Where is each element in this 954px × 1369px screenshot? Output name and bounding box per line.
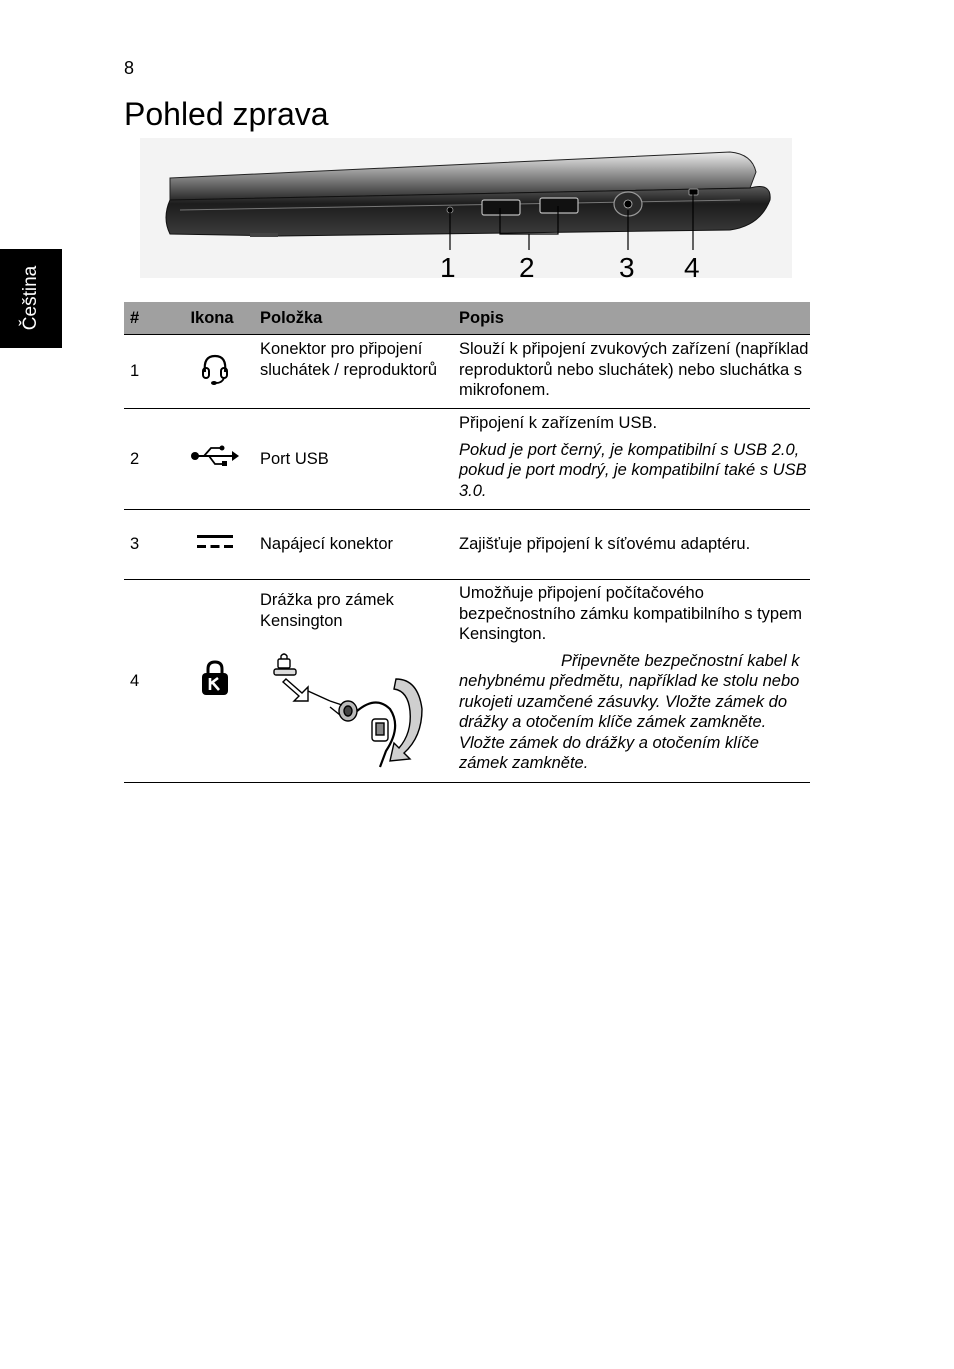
- item-label: Drážka pro zámek Kensington: [260, 591, 394, 630]
- table-row: [124, 335, 810, 409]
- row-icon-cell: [170, 409, 254, 510]
- language-tab-label: Čeština: [20, 265, 41, 331]
- description-text: Umožňuje připojení počítačového bezpečnostního zámku kompatibilního s typem Kensington.: [459, 584, 803, 643]
- page-title: Pohled zprava: [124, 96, 329, 132]
- row-icon-cell: [170, 580, 254, 783]
- callout-2: 2: [519, 252, 535, 283]
- headset-icon: [200, 352, 230, 386]
- row-number: 1: [124, 335, 170, 409]
- callout-1: 1: [440, 252, 456, 283]
- row-item: Konektor pro připojení sluchátek / reproduktorů: [254, 335, 453, 409]
- row-description: [453, 580, 810, 783]
- table-row: [124, 510, 810, 580]
- page-number: 8: [124, 58, 135, 78]
- header-number: #: [124, 302, 170, 335]
- description-text: Připojení k zařízením USB.: [459, 414, 658, 432]
- kensington-lock-icon: [200, 659, 230, 697]
- callout-4: 4: [684, 252, 700, 283]
- table-row: [124, 409, 810, 510]
- row-description: Slouží k připojení zvukových zařízení (například reproduktorů nebo sluchátek) nebo sluchátka s mikrofonem.: [453, 335, 810, 409]
- language-tab: [0, 249, 62, 348]
- header-description: Popis: [453, 302, 810, 335]
- lock-installation-illustration: [268, 649, 428, 769]
- row-item: Napájecí konektor: [254, 510, 453, 580]
- description-note: Připevněte bezpečnostní kabel k nehybnému předmětu, například ke stolu nebo rukojeti uzamčené zásuvky. Vložte zámek do drážky a otočením klíče zámek zamkněte. Vložte zámek do drážky a otočením klíče zámek zamkněte.: [459, 651, 800, 772]
- row-number: 4: [124, 580, 170, 783]
- header-icon: Ikona: [170, 302, 254, 335]
- row-number: 2: [124, 409, 170, 510]
- usb-icon: [190, 443, 240, 469]
- row-item: Port USB: [254, 409, 453, 510]
- description-note: Pokud je port černý, je kompatibilní s USB 2.0, pokud je port modrý, je kompatibilní také s USB 3.0.: [459, 440, 807, 500]
- row-item: [254, 580, 453, 783]
- row-number: 3: [124, 510, 170, 580]
- header-item: Položka: [254, 302, 453, 335]
- callout-3: 3: [619, 252, 635, 283]
- ports-table: [124, 302, 810, 783]
- row-icon-cell: [170, 510, 254, 580]
- row-icon-cell: [170, 335, 254, 409]
- table-row: [124, 580, 810, 783]
- row-description: Zajišťuje připojení k síťovému adaptéru.: [453, 510, 810, 580]
- table-header-row: [124, 302, 810, 335]
- dc-power-icon: [196, 531, 234, 553]
- row-description: [453, 409, 810, 510]
